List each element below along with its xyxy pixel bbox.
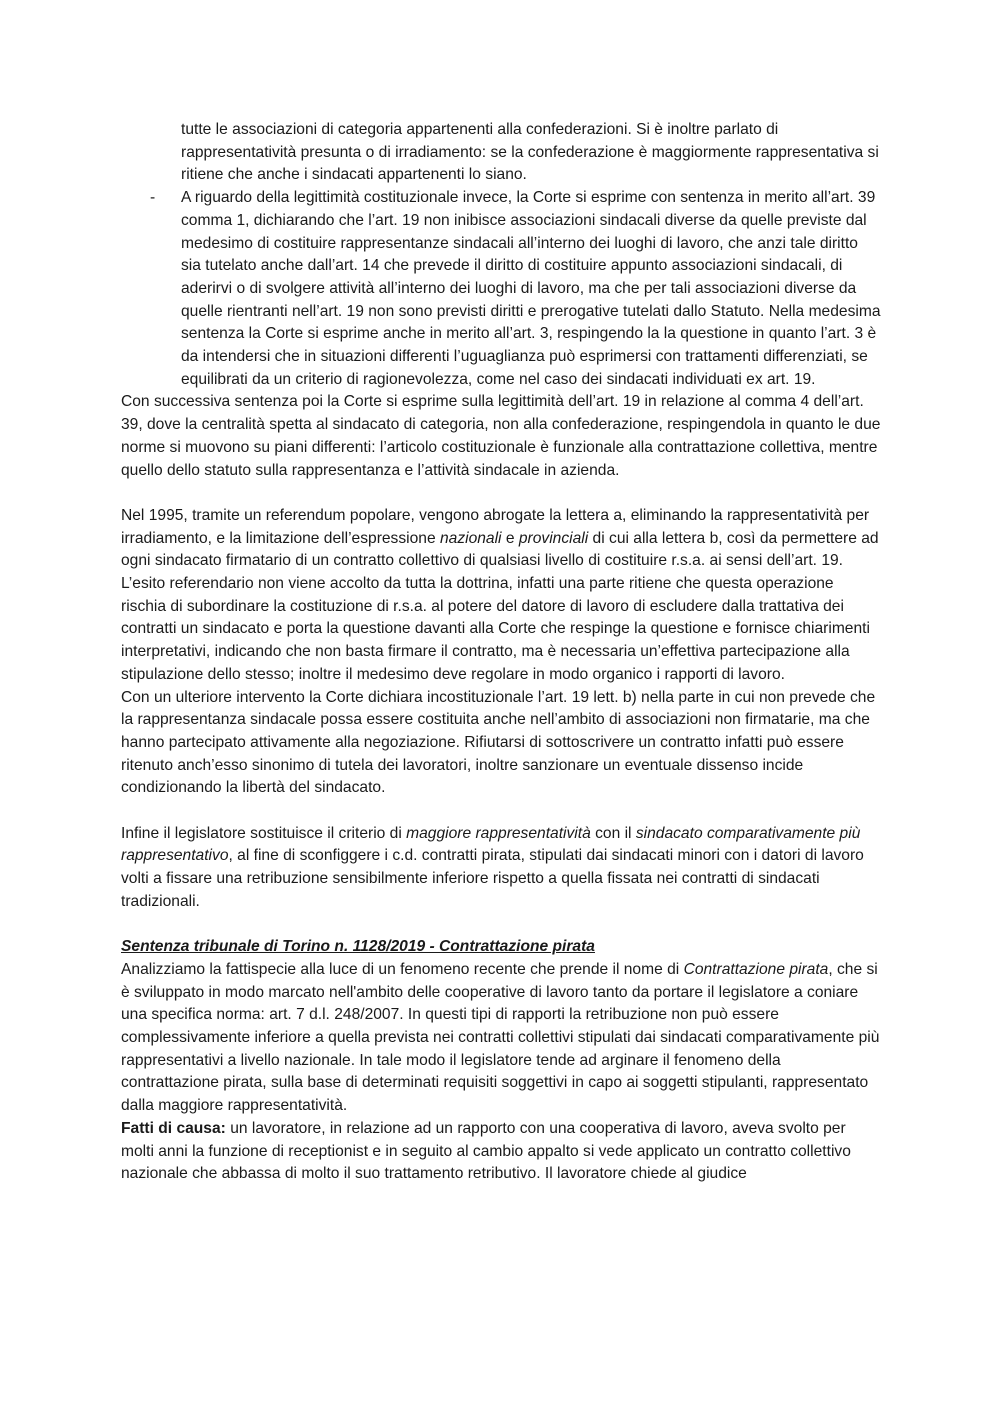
paragraph-confederazioni: tutte le associazioni di categoria appartenenti alla confederazioni. Si è inoltre parlato di rappresentatività presunta o di irradiamento: se la confederazione è maggiormente rappresentativa si ritiene che anche i sindacati appartenenti lo siano. <box>181 121 879 184</box>
text-segment: Nel 1995, tramite un referendum popolare, vengono abrogate la lettera a, eliminando la rappresentatività per irradiamento, e la limitazione dell’espressione <box>121 506 870 547</box>
italic-term-contrattazione-pirata: Contrattazione pirata <box>683 960 829 978</box>
page-content <box>121 119 881 1186</box>
text-segment: un lavoratore, in relazione ad un rapporto con una cooperativa di lavoro, aveva svolto per molti anni la funzione di receptionist e in seguito al cambio appalto si vede applicato un contratto collettivo nazionale che abbassa di molto il suo trattamento retributivo. Il lavoratore chiede al giudice <box>121 1119 851 1183</box>
text-segment: con il <box>590 824 636 842</box>
paragraph-contrattazione-pirata <box>121 959 881 1118</box>
italic-term-provinciali: provinciali <box>518 529 589 547</box>
paragraph-legittimita-costituzionale: A riguardo della legittimità costituzionale invece, la Corte si esprime con sentenza in merito all’art. 39 comma 1, dichiarando che l’art. 19 non inibisce associazioni sindacali diverse da quelle previste dal medesimo di costituire rappresentanze sindacali all’interno dei luoghi di lavoro, che anzi tale diritto sia tutelato anche dall’art. 14 che prevede il diritto di costituire appunto associazioni sindacali, di aderirvi o di svolgere attività all’interno dei luoghi di lavoro, ma che per tali associazioni diverse da quelle rientranti nell’art. 19 non sono previsti diritti e prerogative tutelati dallo Statuto. Nella medesima sentenza la Corte si esprime anche in merito all’art. 3, respingendo la la questione in quanto l’art. 3 è da intendersi che in situazioni differenti l’uguaglianza può esprimersi con trattamenti differenziati, se equilibrati da un criterio di ragionevolezza, come nel caso dei sindacati individuati ex art. 19. <box>181 189 881 388</box>
paragraph-gap <box>121 914 881 937</box>
paragraph-referendum-1995 <box>121 505 881 687</box>
italic-term-sindacato-comparativamente: sindacato comparativamente più rappresentativo <box>121 824 861 865</box>
text-segment: di cui alla lettera b, così da permettere ad ogni sindacato firmatario di un contratto collettivo di qualsiasi livello di costituire r.s.a. ai sensi dell’art. 19. L’esito referendario non viene accolto da tutta la dottrina, infatti una parte ritiene che questa operazione rischia di subordinare la costituzione di r.s.a. al potere del datore di lavoro di escludere dalla trattativa dei contratti un sindacato e porta la questione davanti alla Corte che respinge la questione e fornisce chiarimenti interpretativi, indicando che non basta firmare il contratto, ma è necessaria un’effettiva partecipazione alla stipulazione dello stesso; inoltre il medesimo deve regolare in modo organico i rapporti di lavoro. <box>121 529 879 683</box>
bold-label-fatti-di-causa: Fatti di causa: <box>121 1119 226 1137</box>
paragraph-gap <box>121 482 881 505</box>
paragraph-successiva-sentenza: Con successiva sentenza poi la Corte si esprime sulla legittimità dell’art. 19 in relazione al comma 4 dell’art. 39, dove la centralità spetta al sindacato di categoria, non alla confederazione, respingendola in quanto le due norme si muovono su piani differenti: l’articolo costituzionale è funzionale alla contrattazione collettiva, mentre quello dello statuto sulla rappresentanza e l’attività sindacale in azienda. <box>121 393 881 479</box>
text-segment: , al fine di sconfiggere i c.d. contratti pirata, stipulati dai sindacati minori con i datori di lavoro volti a fissare una retribuzione sensibilmente inferiore rispetto a quella fissata nei contratti di sindacati tradizionali. <box>121 847 864 910</box>
section-heading: Sentenza tribunale di Torino n. 1128/2019 - Contrattazione pirata <box>121 938 595 956</box>
paragraph-ulteriore-intervento: Con un ulteriore intervento la Corte dichiara incostituzionale l’art. 19 lett. b) nella parte in cui non prevede che la rappresentanza sindacale possa essere costituita anche nell’ambito di associazioni non firmatarie, ma che hanno partecipato attivamente alla negoziazione. Rifiutarsi di sottoscrivere un contratto infatti può essere ritenuto anch’esso sinonimo di tutela dei lavoratori, inoltre sanzionare un eventuale dissenso incide condizionando la libertà del sindacato. <box>121 688 876 797</box>
paragraph-gap <box>121 800 881 823</box>
paragraph-criterio-rappresentativita <box>121 823 881 914</box>
text-segment: , che si è sviluppato in modo marcato nell'ambito delle cooperative di lavoro tanto da portare il legislatore a coniare una specifica norma: art. 7 d.l. 248/2007. In questi tipi di rapporti la retribuzione non può essere complessivamente inferiore a quella prevista nei contratti collettivi stipulati dai sindacati comparativamente più rappresentativi a livello nazionale. In tale modo il legislatore tende ad arginare il fenomeno della contrattazione pirata, sulla base di determinati requisiti soggettivi in capo ai soggetti stipulanti, rappresentato dalla maggiore rappresentatività. <box>121 960 880 1115</box>
paragraph-fatti-di-causa <box>121 1118 881 1186</box>
text-segment: Analizziamo la fattispecie alla luce di un fenomeno recente che prende il nome di <box>121 960 684 978</box>
italic-term-nazionali: nazionali <box>439 529 502 547</box>
text-segment: Infine il legislatore sostituisce il criterio di <box>121 824 407 842</box>
list-item-legittimita <box>121 187 881 391</box>
italic-term-maggiore-rappresentativita: maggiore rappresentatività <box>406 824 591 842</box>
text-segment: e <box>501 529 519 547</box>
dash-bullet: - <box>150 189 156 207</box>
